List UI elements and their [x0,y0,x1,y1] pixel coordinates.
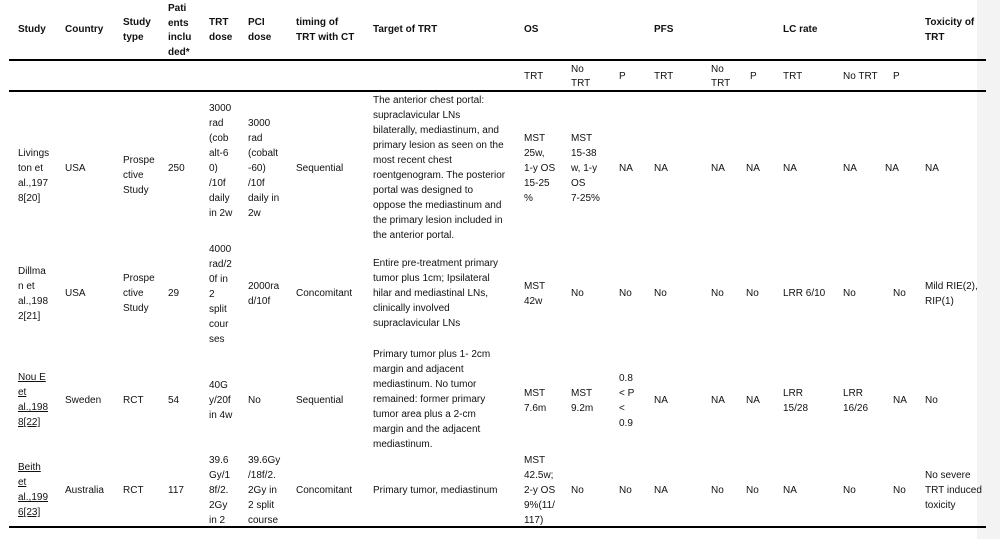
header-study-type-line: Study [123,17,151,28]
cell-line: tumor area plus a 2-cm [373,409,476,420]
cell-line: 42w [524,296,543,307]
cell-line: alt-6 [209,148,229,159]
cell-line: most recent chest [373,155,452,166]
cell-lc-trt [783,386,808,416]
cell-os-trt [524,386,546,416]
cell-trt-dose [209,378,232,423]
cell-os-no-trt [571,386,593,416]
cell-line: MST [524,281,546,292]
cell-line: MST [524,388,546,399]
cell-line: LRR [783,388,804,399]
subheader-lc-p: P [893,71,900,82]
cell-study[interactable] [18,460,48,520]
header-lc-rate: LC rate [783,24,818,35]
cell-study-type [123,271,155,316]
cell-line: ton et [18,163,44,174]
cell-line: The anterior chest portal: [373,95,485,106]
header-target: Target of TRT [373,24,438,35]
cell-target [373,347,490,452]
cell-pci-dose [248,393,261,408]
cell-line: oppose the mediastinum and [373,200,502,211]
cell-line: rad [209,118,224,129]
cell-pci-dose [248,279,279,309]
cell-lc-no-trt [843,386,868,416]
cell-line: No [571,485,584,496]
cell-line: Primary tumor, mediastinum [373,485,498,496]
cell-line: supraclavicular LNs [373,318,461,329]
cell-line: rad/2 [209,259,232,270]
cell-line: 2Gy in [248,485,277,496]
cell-line: margin and adjacent [373,364,464,375]
header-toxicity-line: Toxicity of [925,17,975,28]
cell-line: No [571,288,584,299]
header-patients-line: Pati [168,3,187,14]
cell-line: 25w, [524,148,545,159]
cell-line: 8[22] [18,417,41,428]
cell-os-p: No [619,485,632,496]
cell-line: MST [571,133,593,144]
cell-line: 2000ra [248,281,280,292]
cell-line: ctive [123,288,144,299]
cell-line: Study [123,185,149,196]
header-patients-line: inclu [168,32,192,43]
cell-line: Study [123,303,149,314]
cell-line: 9.2m [571,403,594,414]
cell-line: ses [209,334,225,345]
cell-trt-dose [209,453,230,528]
cell-line: cour [209,319,229,330]
cell-line: Nou E [18,372,46,383]
cell-line: 8[20] [18,193,41,204]
header-study-type [123,16,151,45]
subheader-rule [9,90,986,92]
cell-line: in 2w [209,208,233,219]
cell-os-trt [524,279,545,309]
cell-pfs-trt: NA [654,485,668,496]
cell-study[interactable] [18,370,48,430]
cell-line: 1-y OS [524,163,556,174]
cell-line: 4000 [209,244,232,255]
cell-line: 2w [248,208,261,219]
cell-line: 8f/2. [209,485,229,496]
cell-os-p: NA [619,163,633,174]
cell-line: 3000 [209,103,232,114]
cell-study [18,264,48,324]
header-study: Study [18,24,46,35]
header-toxicity [925,16,974,45]
header-pci-dose-line: PCI [248,17,265,28]
cell-line: 42.5w; [524,470,554,481]
subheader-pfs-no-trt-line: No [711,64,724,75]
cell-pfs-no-trt: No [711,485,724,496]
cell-line: 2[21] [18,311,41,322]
cell-line: the primary lesion included in [373,215,503,226]
cell-target [373,93,505,243]
cell-line: daily in [248,193,280,204]
cell-line: clinically involved [373,303,450,314]
cell-line: (cob [209,133,229,144]
cell-lc-no-trt: NA [843,163,857,174]
cell-line: hilar and mediastinal LNs, [373,288,489,299]
cell-study [18,146,49,206]
cell-lc-p: No [893,485,906,496]
cell-target [373,483,497,498]
cell-pfs-trt: NA [654,163,668,174]
cell-line: rad [248,133,263,144]
cell-trt-dose [209,242,232,347]
cell-line: Prospe [123,155,155,166]
cell-country: Australia [65,485,104,496]
cell-line: /10f [209,178,226,189]
subheader-pfs-no-trt [711,63,730,91]
header-country: Country [65,24,104,35]
cell-timing: Sequential [296,395,344,406]
cell-line: Mild RIE(2), [925,281,978,292]
cell-line: mediastinum. [373,439,433,450]
cell-line: Dillma [18,266,46,277]
subheader-pfs-no-trt-line: TRT [711,78,731,89]
cell-lc-p: No [893,288,906,299]
cell-line: roentgenogram. The posterior [373,170,506,181]
cell-line: 40G [209,380,228,391]
cell-line: MST [524,133,546,144]
cell-line: NA [925,163,939,174]
cell-line: LRR [843,388,864,399]
cell-line: (cobalt [248,148,279,159]
cell-os-trt [524,453,555,528]
header-patients-line: ents [168,17,189,29]
cell-toxicity [925,279,978,309]
subheader-lc-trt: TRT [783,71,803,82]
cell-line: OS [571,178,586,189]
cell-line: RCT [123,485,144,496]
header-toxicity-line: TRT [925,31,945,43]
cell-line: toxicity [925,500,956,511]
subheader-pfs-trt: TRT [654,71,674,82]
cell-line: No severe [925,470,971,481]
cell-lc-no-trt: No [843,288,856,299]
cell-line: MST [524,455,546,466]
header-timing [296,16,354,45]
cell-line: % [524,193,533,204]
cell-os-trt [524,131,555,206]
margin-strip [977,0,1000,539]
cell-line: Primary tumor plus 1- 2cm [373,349,491,360]
cell-line: Livings [18,148,50,159]
cell-lc-trt: NA [783,163,797,174]
subheader-lc-no-trt: No TRT [843,71,878,82]
subheader-os-no-trt-line: No [571,64,584,75]
cell-line: 39.6Gy [248,455,281,466]
cell-line: et [18,387,27,398]
cell-line: 0.9 [619,418,633,429]
cell-line: portal was designed to [373,185,474,196]
cell-line: 15-38 [571,148,597,159]
cell-pfs-trt: No [654,288,667,299]
cell-line: al.,198 [18,296,49,307]
cell-os-p: No [619,288,632,299]
subheader-os-no-trt [571,63,590,91]
cell-line: 0.8 [619,373,633,384]
cell-line: supraclavicular LNs [373,110,461,121]
header-pci-dose [248,16,271,45]
cell-lc-p: NA [885,163,899,174]
cell-line: Prospe [123,273,155,284]
header-patients [168,2,191,60]
cell-line: 16/26 [843,403,869,414]
cell-line: Beith [18,462,41,473]
cell-os-no-trt [571,286,584,301]
cell-country: USA [65,163,86,174]
cell-line: 2 [209,289,215,300]
cell-line: 0f in [209,274,228,285]
cell-line: in 4w [209,410,233,421]
cell-pfs-no-trt: No [711,288,724,299]
header-trt-dose-line: TRT [209,17,229,28]
cell-os-no-trt [571,483,584,498]
cell-line: split [209,304,227,315]
header-pci-dose-line: dose [248,31,272,43]
cell-line: n et [18,281,35,292]
cell-line: MST [571,388,593,399]
cell-line: al.,197 [18,178,49,189]
cell-timing: Concomitant [296,485,353,496]
header-study-type-line: type [123,31,144,43]
cell-line: 0) [209,163,218,174]
cell-patients: 54 [168,395,180,406]
header-timing-line: timing of [296,17,339,28]
cell-line: No [248,395,261,406]
cell-pci-dose [248,116,279,221]
cell-line: tumor plus 1cm; Ipsilateral [373,273,490,284]
cell-pfs-p: NA [746,395,760,406]
cell-trt-dose [209,101,232,221]
header-trt-dose-line: dose [209,31,233,43]
cell-line: 2Gy [209,500,228,511]
cell-patients: 29 [168,288,180,299]
cell-line: /18f/2. [248,470,276,481]
cell-line: 117) [524,515,544,526]
cell-line: et [18,477,27,488]
cell-line: 3000 [248,118,271,129]
cell-toxicity [925,468,982,513]
cell-toxicity [925,393,938,408]
cell-pfs-trt: NA [654,395,668,406]
cell-line: < [619,403,625,414]
cell-timing: Sequential [296,163,344,174]
table-bottom-rule [9,526,986,528]
cell-line: y/20f [209,395,231,406]
subheader-os-p: P [619,71,626,82]
cell-line: course [248,515,279,526]
cell-target [373,256,498,331]
cell-lc-p: NA [893,395,907,406]
cell-os-no-trt [571,131,600,206]
cell-line: the anterior portal. [373,230,455,241]
cell-line: d/10f [248,296,271,307]
cell-pfs-p: No [746,288,759,299]
cell-line: margin and the adjacent [373,424,481,435]
cell-line: mediastinum. No tumor [373,379,477,390]
subheader-os-trt: TRT [524,71,544,82]
header-trt-dose [209,16,232,45]
header-os: OS [524,24,539,35]
cell-line: in 2 [209,515,226,526]
header-patients-line: ded* [168,46,190,58]
header-rule [9,59,986,61]
cell-line: 2-y OS [524,485,556,496]
cell-lc-trt: NA [783,485,797,496]
header-pfs: PFS [654,24,674,35]
cell-line: remained: former primary [373,394,486,405]
subheader-pfs-p: P [750,71,757,82]
cell-lc-no-trt: No [843,485,856,496]
cell-pfs-no-trt: NA [711,395,725,406]
cell-patients: 250 [168,163,185,174]
cell-line: bilaterally, mediastinum, and [373,125,499,136]
cell-country: USA [65,288,86,299]
cell-line: -60) [248,163,266,174]
cell-line: /10f [248,178,265,189]
cell-line: 15-25 [524,178,550,189]
cell-line: 9%(11/ [524,500,555,511]
cell-pfs-p: No [746,485,759,496]
cell-patients: 117 [168,485,184,496]
cell-study-type [123,153,155,198]
cell-lc-trt: LRR 6/10 [783,288,826,299]
cell-line: al.,199 [18,492,49,503]
cell-pci-dose [248,453,280,528]
cell-line: No [925,395,938,406]
cell-line: 15/28 [783,403,809,414]
header-timing-line: TRT with CT [296,31,355,43]
cell-timing: Concomitant [296,288,353,299]
cell-study-type [123,483,144,498]
cell-line: al.,198 [18,402,49,413]
cell-line: < P [619,388,635,399]
cell-line: 6[23] [18,507,41,518]
cell-toxicity [925,161,939,176]
cell-line: 7-25% [571,193,600,204]
cell-os-p [619,371,634,431]
cell-line: TRT induced [925,485,982,496]
cell-line: Entire pre-treatment primary [373,258,499,269]
cell-line: RCT [123,395,144,406]
cell-line: primary lesion as seen on the [373,140,504,151]
cell-pfs-p: NA [746,163,760,174]
cell-line: Gy/1 [209,470,231,481]
cell-line: ctive [123,170,144,181]
cell-line: w, 1-y [571,163,598,174]
cell-country: Sweden [65,395,102,406]
cell-line: 39.6 [209,455,229,466]
cell-line: RIP(1) [925,296,954,307]
cell-line: 2 split [248,500,275,511]
cell-study-type [123,393,144,408]
subheader-os-no-trt-line: TRT [571,78,591,89]
cell-pfs-no-trt: NA [711,163,725,174]
cell-line: daily [209,193,230,204]
cell-line: 7.6m [524,403,547,414]
